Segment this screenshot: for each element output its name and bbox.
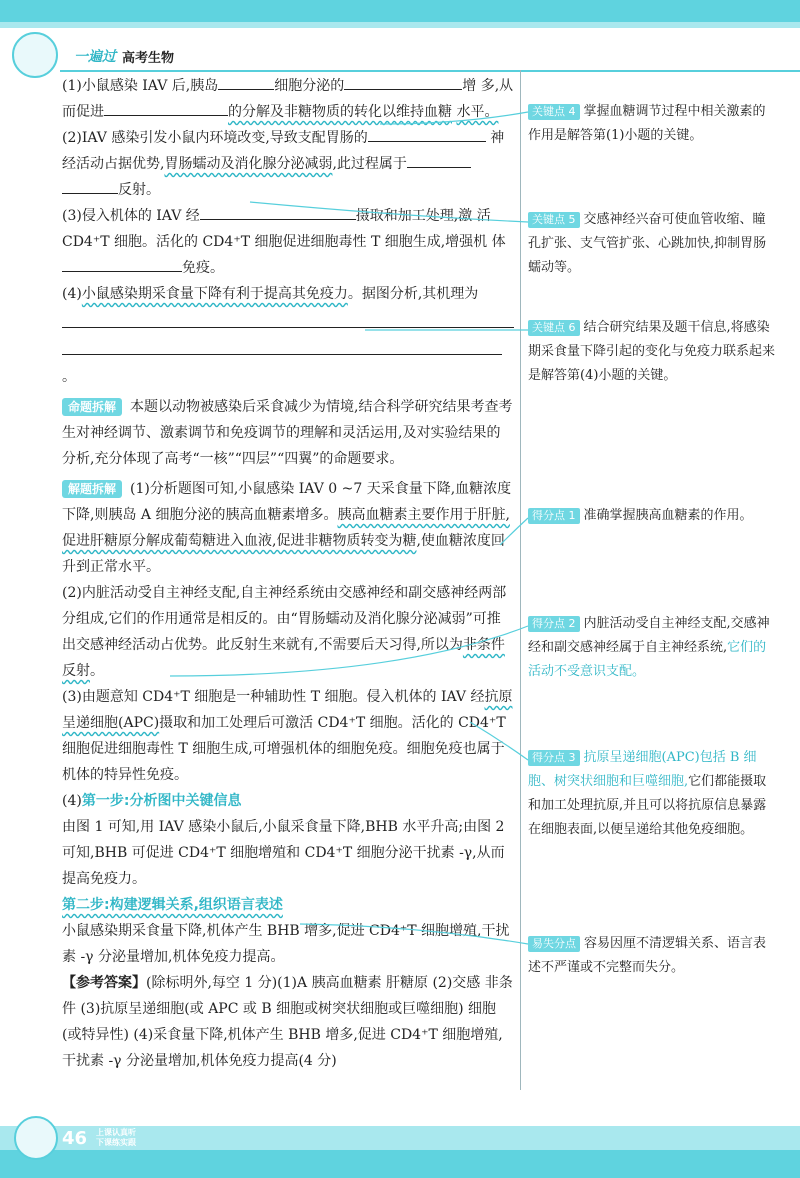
score-point-label: 得分点 2: [528, 616, 580, 632]
question-1: (1)小鼠感染 IAV 后,胰岛 细胞分泌的 增 多,从而促进 的分解及非糖物质的转化以维持血糖 水平。: [62, 73, 514, 125]
column-divider: [520, 70, 521, 1090]
side-note-score-1: 得分点 1 准确掌握胰高血糖素的作用。: [528, 504, 778, 528]
score-point-label: 得分点 3: [528, 750, 580, 766]
blank: [344, 73, 462, 90]
footer-color-band: [0, 1150, 800, 1178]
side-note-error-point: 易失分点 容易因厘不清逻辑关系、语言表述不严谨或不完整而失分。: [528, 936, 767, 975]
reference-answer: 【参考答案】(除标明外,每空 1 分)(1)A 胰高血糖素 肝糖原 (2)交感 非条件 (3)抗原呈递细胞(或 APC 或 B 细胞或树突状细胞或巨噬细胞) 细胞(或特异性) (4)采食量下降,机体产生 BHB 增多,促进 CD4⁺T 细胞增殖,干扰素 -γ 分泌量增加,机体免疫力提高(4 分): [62, 975, 513, 1069]
blank: [62, 255, 182, 272]
side-note-score-2: 得分点 2 内脏活动受自主神经支配,交感神经和副交感神经属于自主神经系统,它们的活动不受意识支配。: [528, 616, 770, 679]
mascot-footer-icon: [14, 1116, 58, 1160]
answer-line: [62, 334, 502, 355]
top-color-band: [0, 0, 800, 22]
mascot-logo-icon: [12, 32, 58, 78]
question-3: (3)侵入机体的 IAV 经 摄取和加工处理,激 活 CD4⁺T 细胞。活化的 CD4⁺T 细胞促进细胞毒性 T 细胞生成,增强机 体免疫。: [62, 203, 514, 281]
solution-part-4-body: 由图 1 可知,用 IAV 感染小鼠后,小鼠采食量下降,BHB 水平升高;由图 2 可知,BHB 可促进 CD4⁺T 细胞增殖和 CD4⁺T 细胞分泌干扰素 -γ,从而提高免疫力。: [62, 819, 505, 887]
brand-name: 一遍过: [74, 49, 116, 65]
tag-proposition: 命题拆解: [62, 398, 122, 416]
blank: [104, 99, 228, 116]
blank: [200, 203, 356, 220]
blank: [218, 73, 274, 90]
step-one-heading: 第一步:分析图中关键信息: [81, 793, 242, 809]
key-point-label: 关键点 5: [528, 212, 580, 228]
key-point-label: 关键点 4: [528, 104, 580, 120]
side-note-key-5: 关键点 5 交感神经兴奋可使血管收缩、瞳孔扩张、支气管扩张、心跳加快,抑制胃肠蠕动等。: [528, 212, 767, 275]
proposition-analysis: 命题拆解 本题以动物被感染后采食减少为情境,结合科学研究结果考查考生对神经调节、激素调节和免疫调节的理解和灵活运用,及对实验结果的分析,充分体现了高考“一核”“四层”“四翼”的命题要求。: [62, 399, 513, 467]
key-point-label: 关键点 6: [528, 320, 580, 336]
page-number: 46: [62, 1128, 88, 1149]
solution-part-4: (4)第一步:分析图中关键信息: [62, 793, 242, 809]
solution-part-4-conclusion: 小鼠感染期采食量下降,机体产生 BHB 增多,促进 CD4⁺T 细胞增殖,干扰素 -γ 分泌量增加,机体免疫力提高。: [62, 923, 510, 965]
question-4: (4)小鼠感染期采食量下降有利于提高其免疫力。据图分析,其机理为: [62, 286, 479, 302]
solution-part-1: 解题拆解 (1)分析题图可知,小鼠感染 IAV 0 ~7 天采食量下降,血糖浓度下降,则胰岛 A 细胞分泌的胰高血糖素增多。胰高血糖素主要作用于肝脏,促进肝糖原分解成葡萄糖进入血液,促进非糖物质转变为糖,使血糖浓度回升到正常水平。: [62, 481, 512, 575]
question-2: (2)IAV 感染引发小鼠内环境改变,导致支配胃肠的 神经活动占据优势,胃肠蠕动及消化腺分泌减弱,此过程属于 反射。: [62, 125, 514, 203]
solution-part-2: (2)内脏活动受自主神经支配,自主神经系统由交感神经和副交感神经两部分组成,它们的作用通常是相反的。由“胃肠蠕动及消化腺分泌减弱”可推出交感神经活动占优势。此反射生来就有,不需要后天习得,所以为非条件反射。: [62, 585, 507, 679]
side-note-key-6: 关键点 6 结合研究结果及题干信息,将感染期采食量下降引起的变化与免疫力联系起来是解答第(4)小题的关键。: [528, 320, 776, 383]
solution-part-3: (3)由题意知 CD4⁺T 细胞是一种辅助性 T 细胞。侵入机体的 IAV 经抗原呈递细胞(APC)摄取和加工处理后可激活 CD4⁺T 细胞。活化的 CD4⁺T 细胞促进细胞毒性 T 细胞生成,可增强机体的细胞免疫。细胞免疫也属于机体的特异性免疫。: [62, 689, 513, 783]
blank: [368, 125, 486, 142]
answer-line: [62, 307, 514, 328]
blank: [62, 177, 118, 194]
step-two: [62, 892, 514, 918]
reference-answer-heading: 【参考答案】: [62, 975, 146, 991]
error-point-label: 易失分点: [528, 936, 580, 952]
blank: [407, 151, 471, 168]
step-two-heading: 第二步:构建逻辑关系,组织语言表述: [62, 897, 283, 913]
side-note-key-4: 关键点 4 掌握血糖调节过程中相关激素的作用是解答第(1)小题的关键。: [528, 104, 766, 143]
page-header: [0, 28, 800, 68]
main-column: (1)小鼠感染 IAV 后,胰岛 细胞分泌的 增 多,从而促进 的分解及非糖物质的转化以维持血糖 水平。 (2)IAV 感染引发小鼠内环境改变,导致支配胃肠的 神经活动占据优势,胃肠蠕动及消化腺分泌减弱,此过程属于 反射。 (3)侵入机体的 IAV 经 摄取和加工处理,激 活 CD4⁺T 细胞。活化的 CD4⁺T 细胞促进细胞毒性 T 细胞生成,增强机 体免疫。 (4)小鼠感染期采食量下降有利于提高其免疫力。据图分析,其机理为 。 命题拆解 本题以动物被感染后采食减少为情境,结合科学研究结果考查考生对神经调节、激素调节和免疫调节的理解和灵活运用,及对实验结果的分析,充分体现了高考“一核”“四层”“四翼”的命题要求。 解题拆解 (1)分析题图可知,小鼠感染 IAV 0 ~7 天采食量下降,血糖浓度下降,则胰岛 A 细胞分泌的胰高血糖素增多。胰高血糖素主要作用于肝脏,促进肝糖原分解成葡萄糖进入血液,促进非糖物质转变为糖,使血糖浓度回升到正常水平。 (2)内脏活动受自主神经支配,自主神经系统由交感神经和副交感神经两部分组成,它们的作用通常是相反的。由“胃肠蠕动及消化腺分泌减弱”可推出交感神经活动占优势。此反射生来就有,不需要后天习得,所以为非条件反射。 (3)由题意知 CD4⁺T 细胞是一种辅助性 T 细胞。侵入机体的 IAV 经抗原呈递细胞(APC)摄取和加工处理后可激活 CD4⁺T 细胞。活化的 CD4⁺T 细胞促进细胞毒性 T 细胞生成,可增强机体的细胞免疫。细胞免疫也属于机体的特异性免疫。 (4)第一步:分析图中关键信息 由图 1 可知,用 IAV 感染小鼠后,小鼠采食量下降,BHB 水平升高;由图 2 可知,BHB 可促进 CD4⁺T 细胞增殖和 CD4⁺T 细胞分泌干扰素 -γ,从而提高免疫力。 第二步:构建逻辑关系,组织语言表述 小鼠感染期采食量下降,机体产生 BHB 增多,促进 CD4⁺T 细胞增殖,干扰素 -γ 分泌量增加,机体免疫力提高。 【参考答案】(除标明外,每空 1 分)(1)A 胰高血糖素 肝糖原 (2)交感 非条件 (3)抗原呈递细胞(或 APC 或 B 细胞或树突状细胞或巨噬细胞) 细胞(或特异性) (4)采食量下降,机体产生 BHB 增多,促进 CD4⁺T 细胞增殖,干扰素 -γ 分泌量增加,机体免疫力提高(4 分): [62, 73, 514, 1074]
side-note-score-3: 得分点 3 抗原呈递细胞(APC)包括 B 细胞、树突状细胞和巨噬细胞,它们都能摄取和加工处理抗原,并且可以将抗原信息暴露在细胞表面,以便呈递给其他免疫细胞。: [528, 750, 767, 837]
subject-title: 高考生物: [122, 51, 175, 66]
header-rule: [60, 70, 800, 72]
tag-solution: 解题拆解: [62, 480, 122, 498]
footer-motto: 上课认真听 下课练实跟: [96, 1128, 136, 1147]
score-point-label: 得分点 1: [528, 508, 580, 524]
